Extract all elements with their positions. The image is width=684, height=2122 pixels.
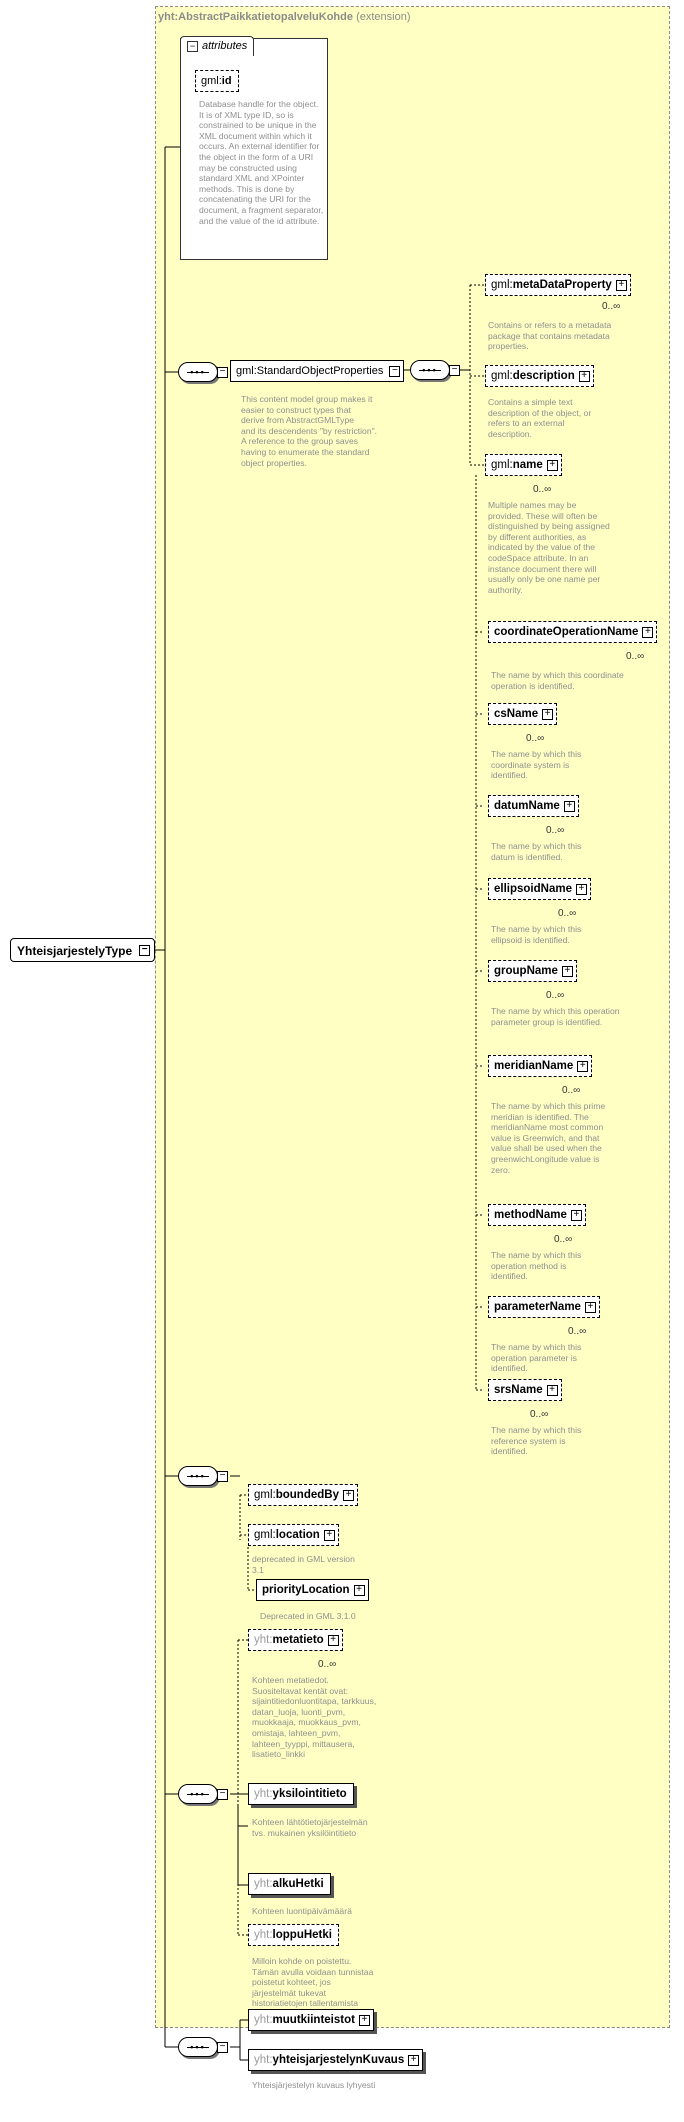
attributes-tab[interactable] [180, 36, 254, 56]
expand-icon[interactable]: + [571, 1210, 582, 1221]
element-parametername[interactable] [488, 1296, 600, 1318]
multiplicity: 0..∞ [568, 1326, 587, 1337]
multiplicity: 0..∞ [526, 733, 545, 744]
expand-icon[interactable]: + [354, 1585, 365, 1596]
element-doc: Kohteen metatiedot. Suositeltavat kentät ovat: sijaintitiedonluontitapa, tarkkuus, datan_luoja, luonti_pvm, muokkaaja, muokkaus_pvm, omistaja, lahteen_pvm, lahteen_tyyppi, mittausera, lisatieto_linkki [252, 1675, 377, 1760]
extension-suffix: (extension) [356, 11, 411, 23]
element-doc: The name by which this operation parameter is identified. [491, 1342, 582, 1374]
expand-icon[interactable]: + [562, 966, 573, 977]
attributes-tab-label: attributes [202, 40, 248, 52]
collapse-icon[interactable]: − [217, 2042, 228, 2053]
element-doc: The name by which this reference system is identified. [491, 1425, 582, 1457]
element-prefix: gml: [491, 459, 513, 471]
element-gml-name[interactable] [485, 454, 562, 476]
element-name: parameterName [494, 1301, 581, 1313]
expand-icon[interactable]: + [343, 1490, 354, 1501]
element-prefix: yht: [254, 1634, 273, 1646]
element-name: coordinateOperationName [494, 626, 639, 638]
element-doc: The name by which this prime meridian is identified. The meridianName most common value is Greenwich, and that value shall be used when the greenwichLongitude value is zero. [491, 1101, 606, 1175]
element-name: muutkiinteistot [272, 2014, 355, 2026]
element-doc: Milloin kohde on poistettu. Tämän avulla voidaan tunnistaa poistetut kohteet, jos järjestelmät tukevat historiatietojen tallentamista [252, 1956, 374, 2009]
element-prefix: yht: [254, 1929, 273, 1941]
attribute-gml-id-doc: Database handle for the object. It is of XML type ID, so is constrained to be unique in the XML document within which it occurs. An external identifier for the object in the form of a URI may be constructed using standard XML and XPointer methods. This is done by concatenating the URI for the document, a fragment separator, and the value of the id attribute. [199, 99, 324, 226]
collapse-icon[interactable]: − [217, 1789, 228, 1800]
group-name: gml:StandardObjectProperties [236, 365, 384, 377]
element-name: yhteisjarjestelynKuvaus [272, 2054, 405, 2066]
element-meridianname[interactable] [488, 1055, 592, 1077]
multiplicity: 0..∞ [546, 990, 565, 1001]
element-prioritylocation[interactable] [256, 1579, 369, 1601]
multiplicity: 0..∞ [533, 484, 552, 495]
expand-icon[interactable]: + [576, 884, 587, 895]
element-name: priorityLocation [262, 1584, 350, 1596]
element-gml-boundedby[interactable] [248, 1484, 358, 1506]
element-doc: Kohteen luontipäivämäärä [252, 1906, 352, 1916]
element-ellipsoidname[interactable] [488, 878, 591, 900]
element-name: srsName [494, 1384, 543, 1396]
multiplicity: 0..∞ [546, 825, 565, 836]
root-type-name: YhteisjarjestelyType [17, 944, 133, 958]
group-doc: This content model group makes it easier to construct types that derive from AbstractGMLType and its descendents "by restriction". A reference to the group saves having to enumerate the standard object properties. [241, 394, 378, 468]
multiplicity: 0..∞ [530, 1409, 549, 1420]
collapse-icon[interactable]: − [187, 41, 198, 52]
sequence-compositor[interactable]: ••• [178, 362, 218, 382]
element-prefix: yht: [254, 2054, 273, 2066]
collapse-icon[interactable]: − [449, 365, 460, 376]
expand-icon[interactable]: + [324, 1530, 335, 1541]
element-doc: Multiple names may be provided. These will often be distinguished by being assigned by different authorities, as indicated by the value of the codeSpace attribute. In an instance document there will usually only be one name per authority. [488, 500, 610, 595]
element-doc: The name by which this operation method is identified. [491, 1250, 582, 1282]
element-prefix: gml: [254, 1489, 276, 1501]
element-yht-loppuhetki[interactable] [248, 1924, 339, 1946]
element-doc: Deprecated in GML 3.1.0 [260, 1611, 356, 1621]
sequence-compositor[interactable]: ••• [410, 360, 450, 380]
sequence-compositor[interactable]: ••• [178, 1466, 218, 1486]
multiplicity: 0..∞ [318, 1659, 337, 1670]
expand-icon[interactable]: + [585, 1302, 596, 1313]
element-gml-location[interactable] [248, 1524, 339, 1546]
element-doc: Contains or refers to a metadata package that contains metadata properties. [488, 320, 612, 352]
element-gml-metadataproperty[interactable] [485, 274, 631, 296]
sequence-compositor[interactable]: ••• [178, 2037, 218, 2057]
root-type-node[interactable] [10, 938, 155, 962]
element-name: metaDataProperty [512, 279, 612, 291]
expand-icon[interactable]: + [564, 801, 575, 812]
element-doc: The name by which this coordinate operation is identified. [491, 670, 624, 691]
element-name: name [512, 459, 543, 471]
element-name: alkuHetki [272, 1878, 324, 1890]
multiplicity: 0..∞ [562, 1085, 581, 1096]
sequence-compositor[interactable]: ••• [178, 1784, 218, 1804]
expand-icon[interactable]: + [642, 627, 653, 638]
element-name: description [512, 370, 575, 382]
collapse-icon[interactable]: − [217, 1471, 228, 1482]
element-prefix: yht: [254, 1788, 273, 1800]
element-name: methodName [494, 1209, 567, 1221]
attribute-name: id [221, 75, 232, 87]
element-datumname[interactable] [488, 795, 579, 817]
element-doc: deprecated in GML version 3.1 [252, 1554, 355, 1575]
expand-icon[interactable]: + [616, 280, 627, 291]
expand-icon[interactable]: + [359, 2015, 370, 2026]
element-prefix: gml: [491, 370, 513, 382]
element-name: loppuHetki [272, 1929, 332, 1941]
element-prefix: gml: [491, 279, 513, 291]
expand-icon[interactable]: + [577, 1061, 588, 1072]
element-gml-description[interactable] [485, 365, 594, 387]
element-srsname[interactable] [488, 1379, 562, 1401]
expand-icon[interactable]: + [408, 2055, 419, 2066]
element-doc: Yhteisjärjestelyn kuvaus lyhyesti [252, 2080, 376, 2090]
element-doc: The name by which this ellipsoid is identified. [491, 924, 582, 945]
element-doc: The name by which this coordinate system is identified. [491, 749, 582, 781]
element-yht-muutkiinteistot[interactable] [248, 2009, 374, 2031]
element-name: groupName [494, 965, 558, 977]
element-name: yksilointitieto [272, 1788, 347, 1800]
element-doc: The name by which this operation parameter group is identified. [491, 1006, 620, 1027]
element-name: ellipsoidName [494, 883, 572, 895]
element-name: boundedBy [275, 1489, 339, 1501]
multiplicity: 0..∞ [602, 301, 621, 312]
element-doc: Contains a simple text description of the object, or refers to an external description. [488, 397, 592, 439]
element-csname[interactable] [488, 703, 557, 725]
collapse-icon[interactable]: − [217, 367, 228, 378]
element-yht-metatieto[interactable] [248, 1629, 343, 1651]
expand-icon[interactable]: − [389, 366, 400, 377]
attribute-prefix: gml: [201, 75, 222, 87]
group-standard-object-properties[interactable] [230, 360, 404, 382]
element-name: metatieto [272, 1634, 324, 1646]
element-doc: The name by which this datum is identified. [491, 841, 582, 862]
multiplicity: 0..∞ [558, 908, 577, 919]
element-yht-alkuhetki[interactable] [248, 1873, 331, 1895]
element-name: location [275, 1529, 320, 1541]
element-yht-yhteisjarjestelynkuvaus[interactable] [248, 2049, 423, 2071]
expand-icon[interactable]: + [542, 709, 553, 720]
expand-icon[interactable]: + [547, 460, 558, 471]
element-doc: Kohteen lähtötietojärjestelmän tvs. mukainen yksilöintitieto [252, 1817, 368, 1838]
extension-name: yht:AbstractPaikkatietopalveluKohde [158, 11, 353, 23]
element-name: csName [494, 708, 539, 720]
collapse-icon[interactable]: − [139, 945, 150, 956]
element-prefix: yht: [254, 1878, 273, 1890]
element-prefix: gml: [254, 1529, 276, 1541]
element-yht-yksilointitieto[interactable] [248, 1783, 354, 1805]
element-name: datumName [494, 800, 560, 812]
attribute-gml-id[interactable] [195, 70, 239, 92]
expand-icon[interactable]: + [547, 1385, 558, 1396]
element-coordinateoperationname[interactable] [488, 621, 657, 643]
element-methodname[interactable] [488, 1204, 586, 1226]
multiplicity: 0..∞ [626, 651, 645, 662]
multiplicity: 0..∞ [554, 1234, 573, 1245]
element-prefix: yht: [254, 2014, 273, 2026]
expand-icon[interactable]: + [579, 371, 590, 382]
element-name: meridianName [494, 1060, 574, 1072]
expand-icon[interactable]: + [328, 1635, 339, 1646]
element-groupname[interactable] [488, 960, 577, 982]
